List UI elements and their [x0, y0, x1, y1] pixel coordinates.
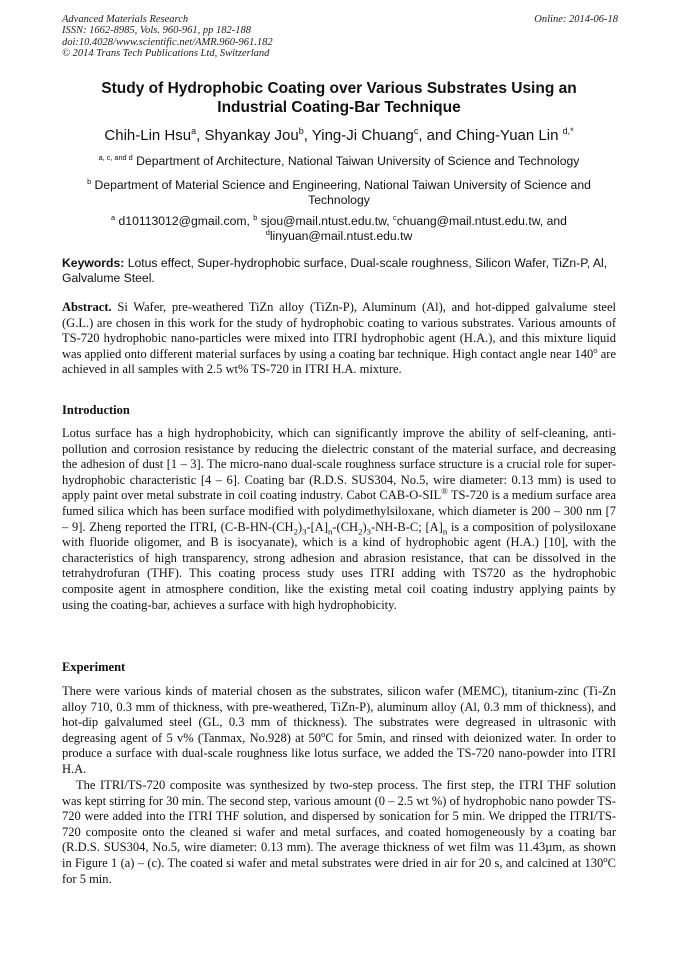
- exp1-text-a: There were various kinds of material chosen as the substrates, silicon wafer (MEMC), titanium-zinc (Ti-Zn alloy 710, 0.3 mm of thickness, with pre-weathered, TiZn-P), aluminum alloy (Al, 0.3 mm of thickness), and hot-dip galvalumed steel (GL, 0.3 mm of thickness). The substrates were degreased in ultrasonic with degreasing agent of 5 v% (Tanmax, No.928) at 50: [62, 684, 616, 745]
- introduction-paragraph: [62, 426, 616, 613]
- affiliation-2-text: Department of Material Science and Engineering, National Taiwan University of Science and Technology: [94, 178, 591, 208]
- intro-text-5: -(CH: [332, 519, 359, 534]
- author-and: , and: [418, 127, 456, 144]
- intro-text-4: -[A]: [306, 519, 328, 534]
- abstract-text-2: are achieved in all samples with 2.5 wt% TS-720 in ITRI H.A. mixture.: [62, 346, 617, 377]
- affiliation-1: [62, 154, 616, 169]
- intro-text-2: TS-720 is a medium surface area fumed silica which has been surface modified with polydimethylsiloxane, which diameter is 200 – 300 nm [7 – 9]. Zheng reported the ITRI, (C-B-HN-(CH: [62, 488, 616, 534]
- abstract-label: Abstract.: [62, 300, 112, 314]
- email-b-sup: b: [253, 212, 258, 222]
- email-b[interactable]: sjou@mail.ntust.edu.tw,: [260, 214, 390, 228]
- issn: ISSN: 1662-8985, Vols. 960-961, pp 182-188: [62, 25, 251, 37]
- keywords-label: Keywords:: [62, 256, 125, 270]
- online-date: Online: 2014-06-18: [534, 14, 618, 25]
- sub: n: [442, 526, 448, 537]
- affiliation-2-sup: b: [87, 176, 92, 186]
- exp1-text-b: C for 5min, and rinsed with deionized water. In order to produce a surface with dual-scale roughness like lotus surface, we added the TS-720 nano-powder into ITRI H.A.: [62, 730, 616, 776]
- journal-header: [62, 14, 618, 60]
- email-d[interactable]: linyuan@mail.ntust.edu.tw: [269, 229, 413, 244]
- intro-text-8: is a composition of polysiloxane with fluoride oligomer, and B is isocyanate), which is a kind of hydrophobic agent (H.A.) [10], with the characteristics of high transparency, strong adhesion and abrasion resistance, that can be dissolved in the tetrahydrofuran (THF). This coating process study uses ITRI adding with TS720 as the hydrophobic composite agent in atmosphere condition, like the existing metal coil coating industry applying paints by using the coating-bar, achieves a surface with high hydrophobicity.: [62, 519, 616, 612]
- experiment-paragraph-1: [62, 684, 616, 778]
- sub: n: [328, 526, 333, 537]
- keywords: [62, 256, 616, 287]
- author-2: Shyankay Jou: [204, 127, 299, 144]
- author-list: [62, 126, 616, 146]
- affiliation-1-text: Department of Architecture, National Taiwan University of Science and Technology: [136, 154, 580, 168]
- sub: 3: [302, 526, 307, 537]
- registered-mark: ®: [441, 486, 448, 497]
- sub: 3: [366, 526, 371, 537]
- author-1-sup: a: [191, 126, 197, 136]
- author-sep-1: ,: [196, 127, 205, 144]
- keywords-text: Lotus effect, Super-hydrophobic surface, Dual-scale roughness, Silicon Wafer, TiZn-P, Al, Galvalume Steel.: [62, 256, 608, 286]
- title-line-1: Study of Hydrophobic Coating over Various Substrates Using an: [101, 80, 577, 97]
- intro-text-3: ): [297, 519, 303, 534]
- author-sep-2: ,: [303, 127, 312, 144]
- sub: 2: [293, 526, 298, 537]
- abstract-degree: o: [593, 344, 598, 355]
- abstract-text-1: Si Wafer, pre-weathered TiZn alloy (TiZn-P), Aluminum (Al), and hot-dipped galvalume steel (G.L.) are chosen in this work for the study of hydrophobic coating to various substrates. Various amounts of TS-720 hydrophobic nano-particles were mixed into ITRI hydrophobic agent (H.A.), and this mixture liquid was applied onto different material surfaces by using a coating bar technique. High contact angle near 140: [62, 300, 616, 361]
- intro-text-7: -NH-B-C; [A]: [371, 519, 443, 534]
- journal-name: Advanced Materials Research: [62, 14, 189, 25]
- doi[interactable]: doi:10.4028/www.scientific.net/AMR.960-961.182: [62, 36, 273, 48]
- author-3: Ying-Ji Chuang: [311, 127, 414, 144]
- exp2-text-a: The ITRI/TS-720 composite was synthesized by two-step process. The first step, the ITRI THF solution was kept stirring for 30 min. The second step, various amount (0 – 2.5 wt %) of hydrophobic nano powder TS-720 were added into the ITRI THF solution, and dispersed by sonication for 5 min. We dripped the ITRI/TS-720 composite onto the cleaned si wafer and metal surfaces, and coated homogeneously by a coating bar (R.D.S. SUS304, No.5, wire diameter: 0.13 mm). The average thickness of wet film was 11.43µm, as shown in Figure 1 (a) – (c). The coated si wafer and metal substrates were dried in air for 20 s, and calcined at 130: [62, 778, 616, 870]
- affiliation-2: [62, 178, 616, 209]
- email-d-sup: d: [265, 228, 270, 238]
- title-line-2: Industrial Coating-Bar Technique: [217, 99, 461, 116]
- email-a-sup: a: [111, 212, 116, 222]
- paper-title: [62, 79, 616, 117]
- affiliation-1-sup: a, c, and d: [98, 152, 133, 162]
- author-2-sup: b: [298, 126, 304, 136]
- section-heading-introduction: Introduction: [62, 403, 130, 417]
- abstract: [62, 300, 616, 378]
- author-1: Chih-Lin Hsu: [104, 127, 192, 144]
- email-a[interactable]: d10113012@gmail.com,: [118, 214, 250, 228]
- author-4: Ching-Yuan Lin: [455, 127, 559, 144]
- intro-text-1: Lotus surface has a high hydrophobicity, which can significantly improve the ability of self-cleaning, anti-pollution and corrosion resistance by reducing the dielectric constant of the material surface, and decreasing the adhesion of dust [1 – 3]. The micro-nano dual-scale roughness surface structure is a crucial role for super-hydrophobic characteristic [4 – 6]. Coating bar (R.D.S. SUS304, No.5, wire diameter: 0.13 mm) is used to apply paint over metal substrate in coil coating industry. Cabot CAB-O-SIL: [62, 426, 616, 503]
- email-c-sup: c: [393, 212, 397, 222]
- email-c[interactable]: chuang@mail.ntust.edu.tw, and: [396, 214, 567, 228]
- experiment-paragraph-2: [62, 778, 616, 887]
- copyright: © 2014 Trans Tech Publications Ltd, Switzerland: [62, 48, 270, 60]
- exp2-degree: o: [603, 853, 608, 864]
- intro-text-6: ): [362, 519, 367, 534]
- author-3-sup: c: [413, 126, 419, 136]
- exp1-degree: o: [320, 728, 326, 739]
- exp2-text-b: C for 5 min.: [62, 855, 616, 886]
- section-heading-experiment: Experiment: [62, 660, 126, 674]
- author-4-sup: d,*: [562, 126, 574, 136]
- email-list: [62, 214, 616, 245]
- sub: 2: [358, 526, 363, 537]
